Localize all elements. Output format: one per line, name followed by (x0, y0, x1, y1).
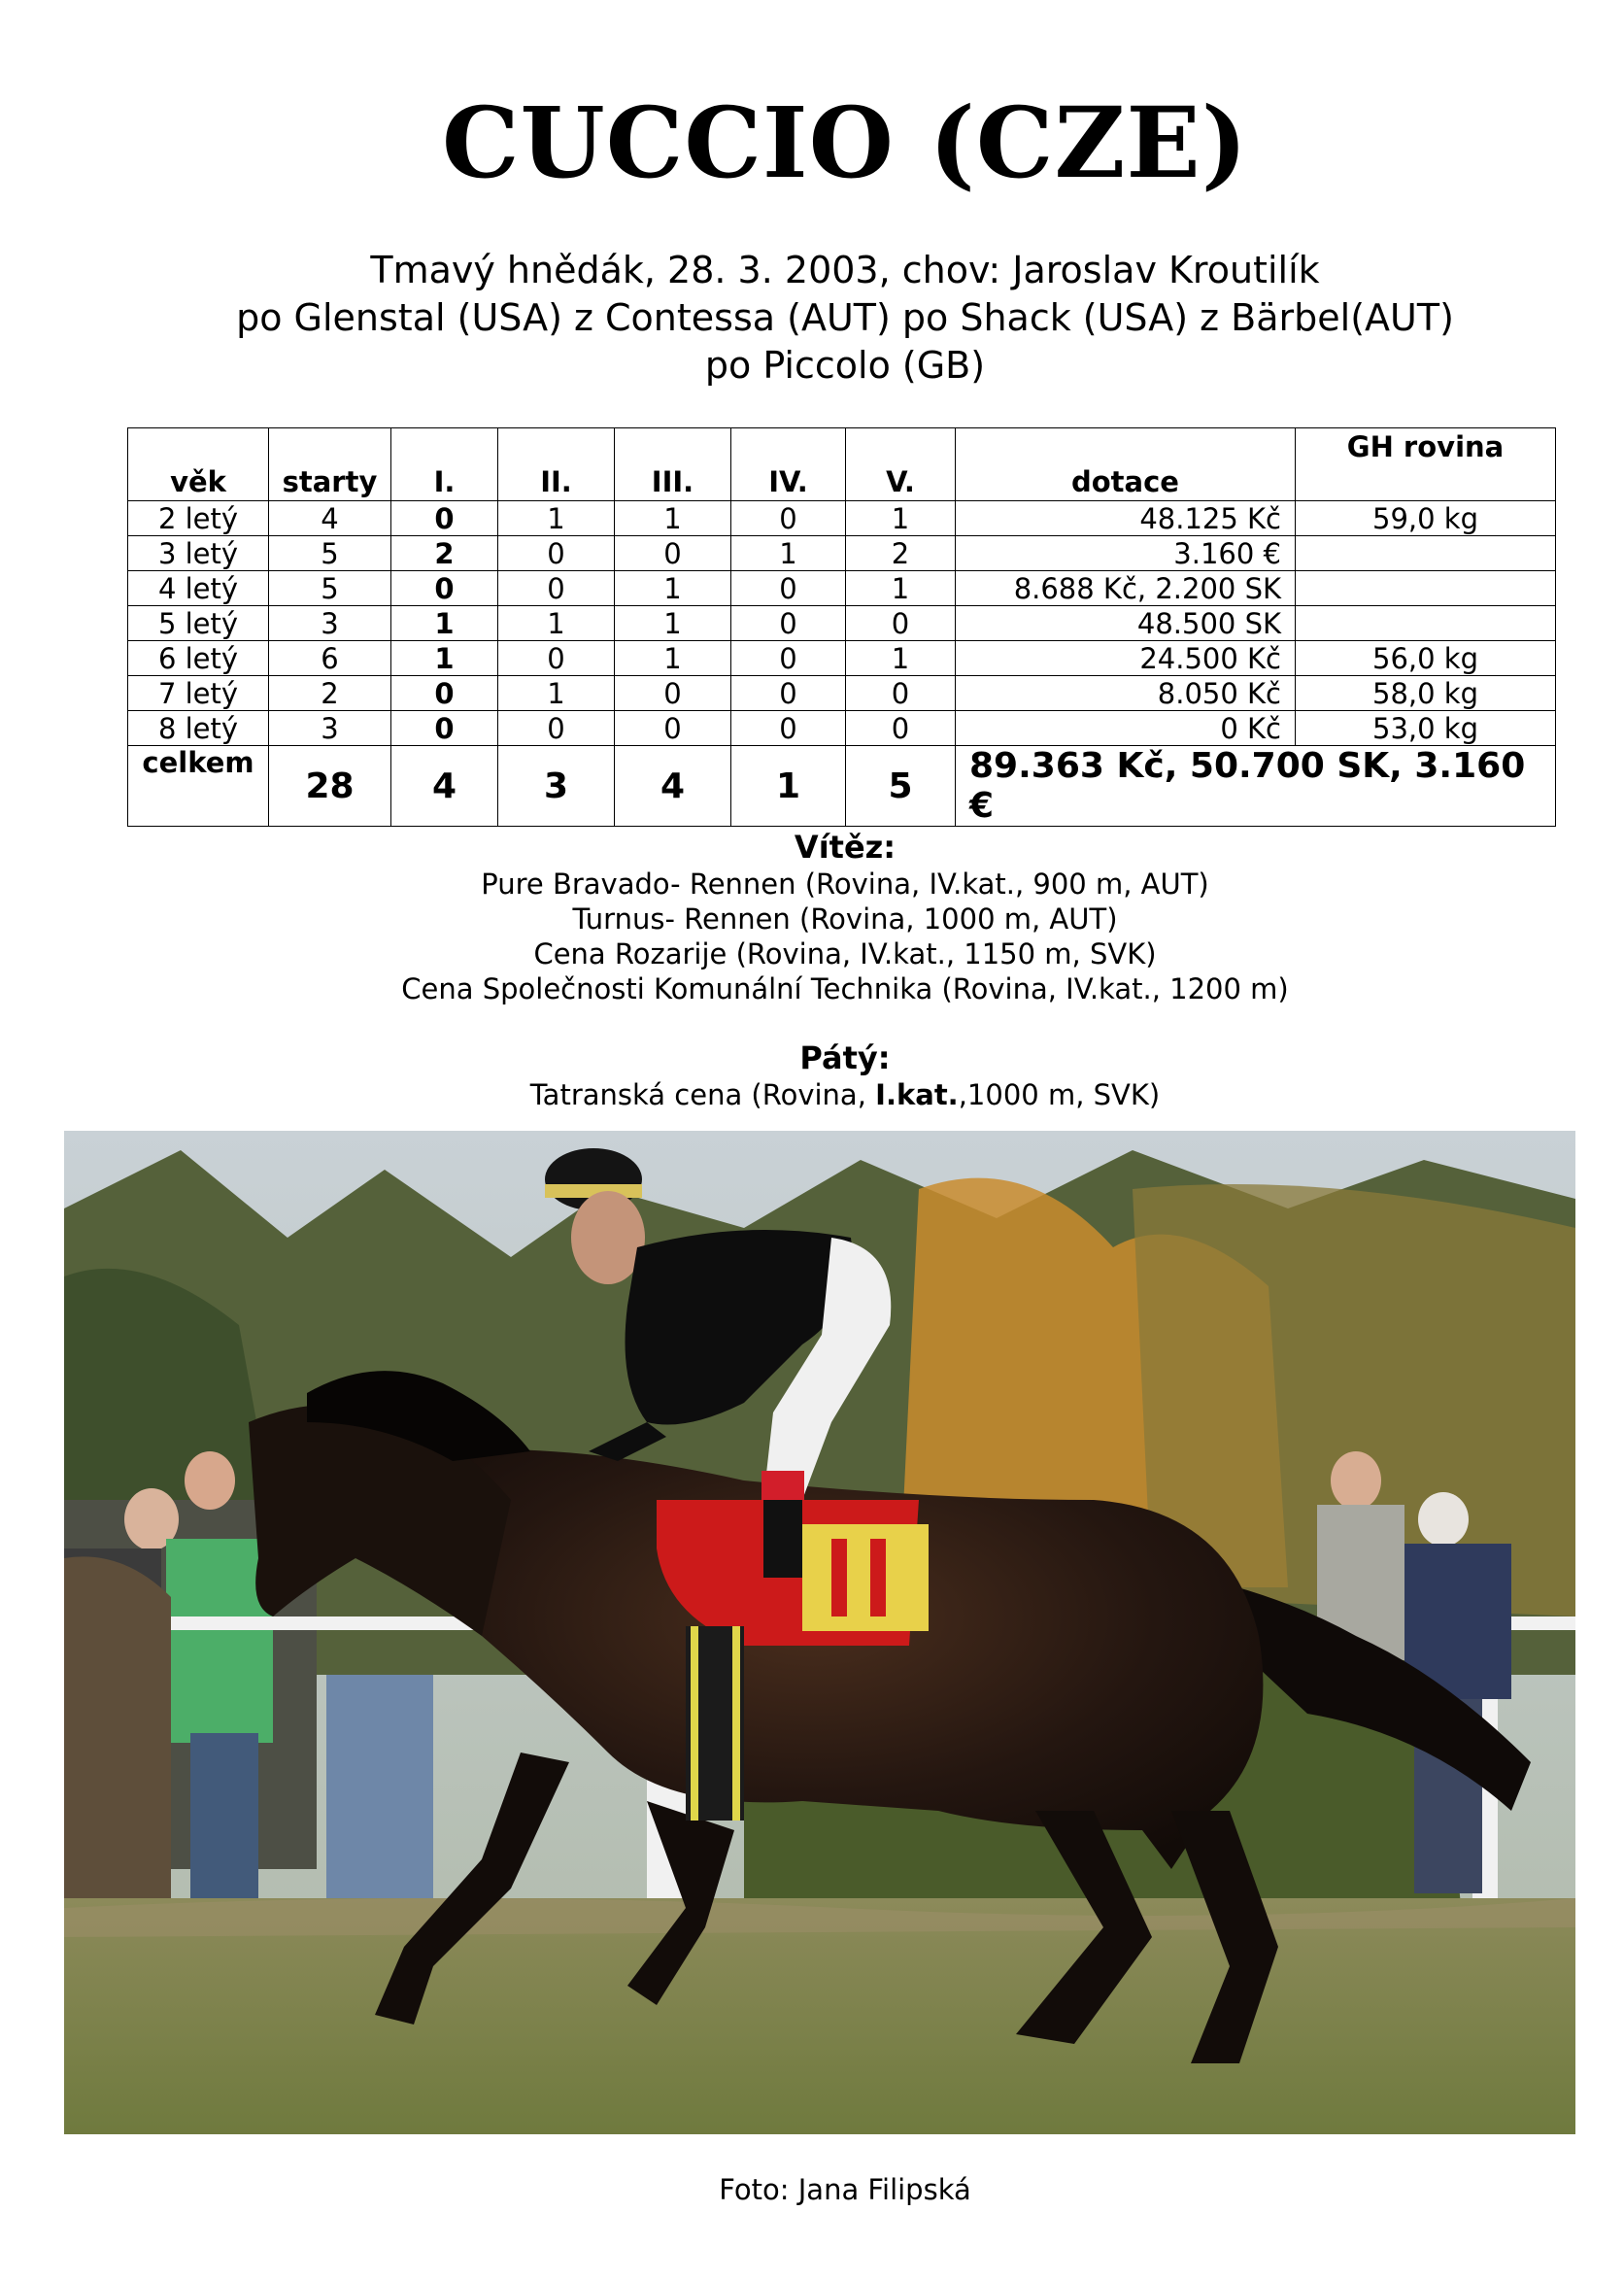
winner-race: Turnus- Rennen (Rovina, 1000 m, AUT) (572, 902, 1118, 936)
total-starts: 28 (269, 746, 391, 827)
cell-p5: 1 (846, 571, 956, 606)
total-fourth: 1 (731, 746, 846, 827)
cell-p5: 0 (846, 676, 956, 711)
total-third: 4 (615, 746, 731, 827)
fifth-heading: Pátý: (799, 1039, 891, 1076)
winner-heading: Vítěz: (794, 829, 897, 866)
table-row (128, 641, 1556, 676)
pedigree-line: po Glenstal (USA) z Contessa (AUT) po Shack (USA) z Bärbel(AUT) (236, 296, 1454, 339)
cell-money: 24.500 Kč (956, 641, 1296, 676)
cell-starts: 6 (269, 641, 391, 676)
cell-money: 0 Kč (956, 711, 1296, 746)
cell-p5: 1 (846, 641, 956, 676)
race-statistics-table (127, 427, 1556, 827)
cell-p2: 0 (498, 571, 615, 606)
cell-age: 2 letý (128, 501, 269, 536)
horse-info-line: Tmavý hnědák, 28. 3. 2003, chov: Jaroslav Kroutilík (370, 249, 1320, 291)
header-fourth: IV. (731, 428, 846, 501)
cell-p4: 0 (731, 676, 846, 711)
header-handicap: GH rovina (1296, 428, 1556, 501)
cell-p4: 0 (731, 606, 846, 641)
cell-p3: 0 (615, 536, 731, 571)
cell-p3: 1 (615, 501, 731, 536)
table-row (128, 711, 1556, 746)
cell-gh: 53,0 kg (1296, 711, 1556, 746)
winner-section (0, 828, 1624, 1006)
cell-starts: 2 (269, 676, 391, 711)
cell-money: 8.050 Kč (956, 676, 1296, 711)
table-row (128, 501, 1556, 536)
cell-age: 7 letý (128, 676, 269, 711)
table-row (128, 606, 1556, 641)
cell-p3: 1 (615, 606, 731, 641)
cell-age: 8 letý (128, 711, 269, 746)
cell-money: 48.500 SK (956, 606, 1296, 641)
winner-race: Pure Bravado- Rennen (Rovina, IV.kat., 900 m, AUT) (481, 868, 1209, 901)
cell-starts: 5 (269, 536, 391, 571)
total-fifth: 5 (846, 746, 956, 827)
header-fifth: V. (846, 428, 956, 501)
cell-p5: 0 (846, 711, 956, 746)
cell-starts: 3 (269, 711, 391, 746)
cell-age: 4 letý (128, 571, 269, 606)
cell-gh: 59,0 kg (1296, 501, 1556, 536)
cell-p5: 1 (846, 501, 956, 536)
cell-p1: 1 (391, 641, 498, 676)
photo-credit: Foto: Jana Filipská (719, 2173, 971, 2206)
cell-money: 3.160 € (956, 536, 1296, 571)
cell-starts: 5 (269, 571, 391, 606)
cell-p1: 0 (391, 711, 498, 746)
total-first: 4 (391, 746, 498, 827)
header-prize-money: dotace (956, 428, 1296, 501)
cell-age: 3 letý (128, 536, 269, 571)
cell-p3: 1 (615, 641, 731, 676)
cell-starts: 4 (269, 501, 391, 536)
cell-money: 8.688 Kč, 2.200 SK (956, 571, 1296, 606)
cell-p1: 0 (391, 676, 498, 711)
pedigree-line-2: po Piccolo (GB) (704, 344, 986, 387)
cell-p4: 1 (731, 536, 846, 571)
race-horse-photo (64, 1131, 1575, 2134)
header-second: II. (498, 428, 615, 501)
table-row (128, 536, 1556, 571)
cell-p3: 0 (615, 676, 731, 711)
cell-p2: 1 (498, 501, 615, 536)
cell-p4: 0 (731, 501, 846, 536)
total-label: celkem (128, 746, 269, 827)
header-starts: starty (269, 428, 391, 501)
total-second: 3 (498, 746, 615, 827)
cell-p5: 0 (846, 606, 956, 641)
header-age: věk (128, 428, 269, 501)
table-header-row (128, 428, 1556, 501)
cell-starts: 3 (269, 606, 391, 641)
header-third: III. (615, 428, 731, 501)
fifth-place-section (0, 1038, 1624, 1112)
cell-gh: 56,0 kg (1296, 641, 1556, 676)
page-title: CUCCIO (CZE) (441, 85, 1249, 200)
table-row (128, 571, 1556, 606)
cell-p2: 1 (498, 606, 615, 641)
cell-p3: 0 (615, 711, 731, 746)
cell-p1: 1 (391, 606, 498, 641)
winner-race: Cena Rozarije (Rovina, IV.kat., 1150 m, SVK) (533, 937, 1157, 970)
cell-p1: 0 (391, 571, 498, 606)
cell-p2: 1 (498, 676, 615, 711)
cell-gh (1296, 571, 1556, 606)
cell-p2: 0 (498, 536, 615, 571)
cell-age: 5 letý (128, 606, 269, 641)
table-row (128, 676, 1556, 711)
cell-p4: 0 (731, 571, 846, 606)
cell-p5: 2 (846, 536, 956, 571)
cell-gh: 58,0 kg (1296, 676, 1556, 711)
cell-p2: 0 (498, 711, 615, 746)
cell-p1: 0 (391, 501, 498, 536)
cell-p3: 1 (615, 571, 731, 606)
cell-money: 48.125 Kč (956, 501, 1296, 536)
fifth-race: Tatranská cena (Rovina, I.kat.,1000 m, SVK) (529, 1078, 1161, 1111)
total-prize-money: 89.363 Kč, 50.700 SK, 3.160 € (956, 746, 1556, 827)
header-first: I. (391, 428, 498, 501)
cell-age: 6 letý (128, 641, 269, 676)
winner-race: Cena Společnosti Komunální Technika (Rovina, IV.kat., 1200 m) (401, 972, 1289, 1005)
cell-p1: 2 (391, 536, 498, 571)
cell-gh (1296, 606, 1556, 641)
cell-p4: 0 (731, 711, 846, 746)
cell-p4: 0 (731, 641, 846, 676)
cell-gh (1296, 536, 1556, 571)
table-total-row (128, 746, 1556, 827)
cell-p2: 0 (498, 641, 615, 676)
